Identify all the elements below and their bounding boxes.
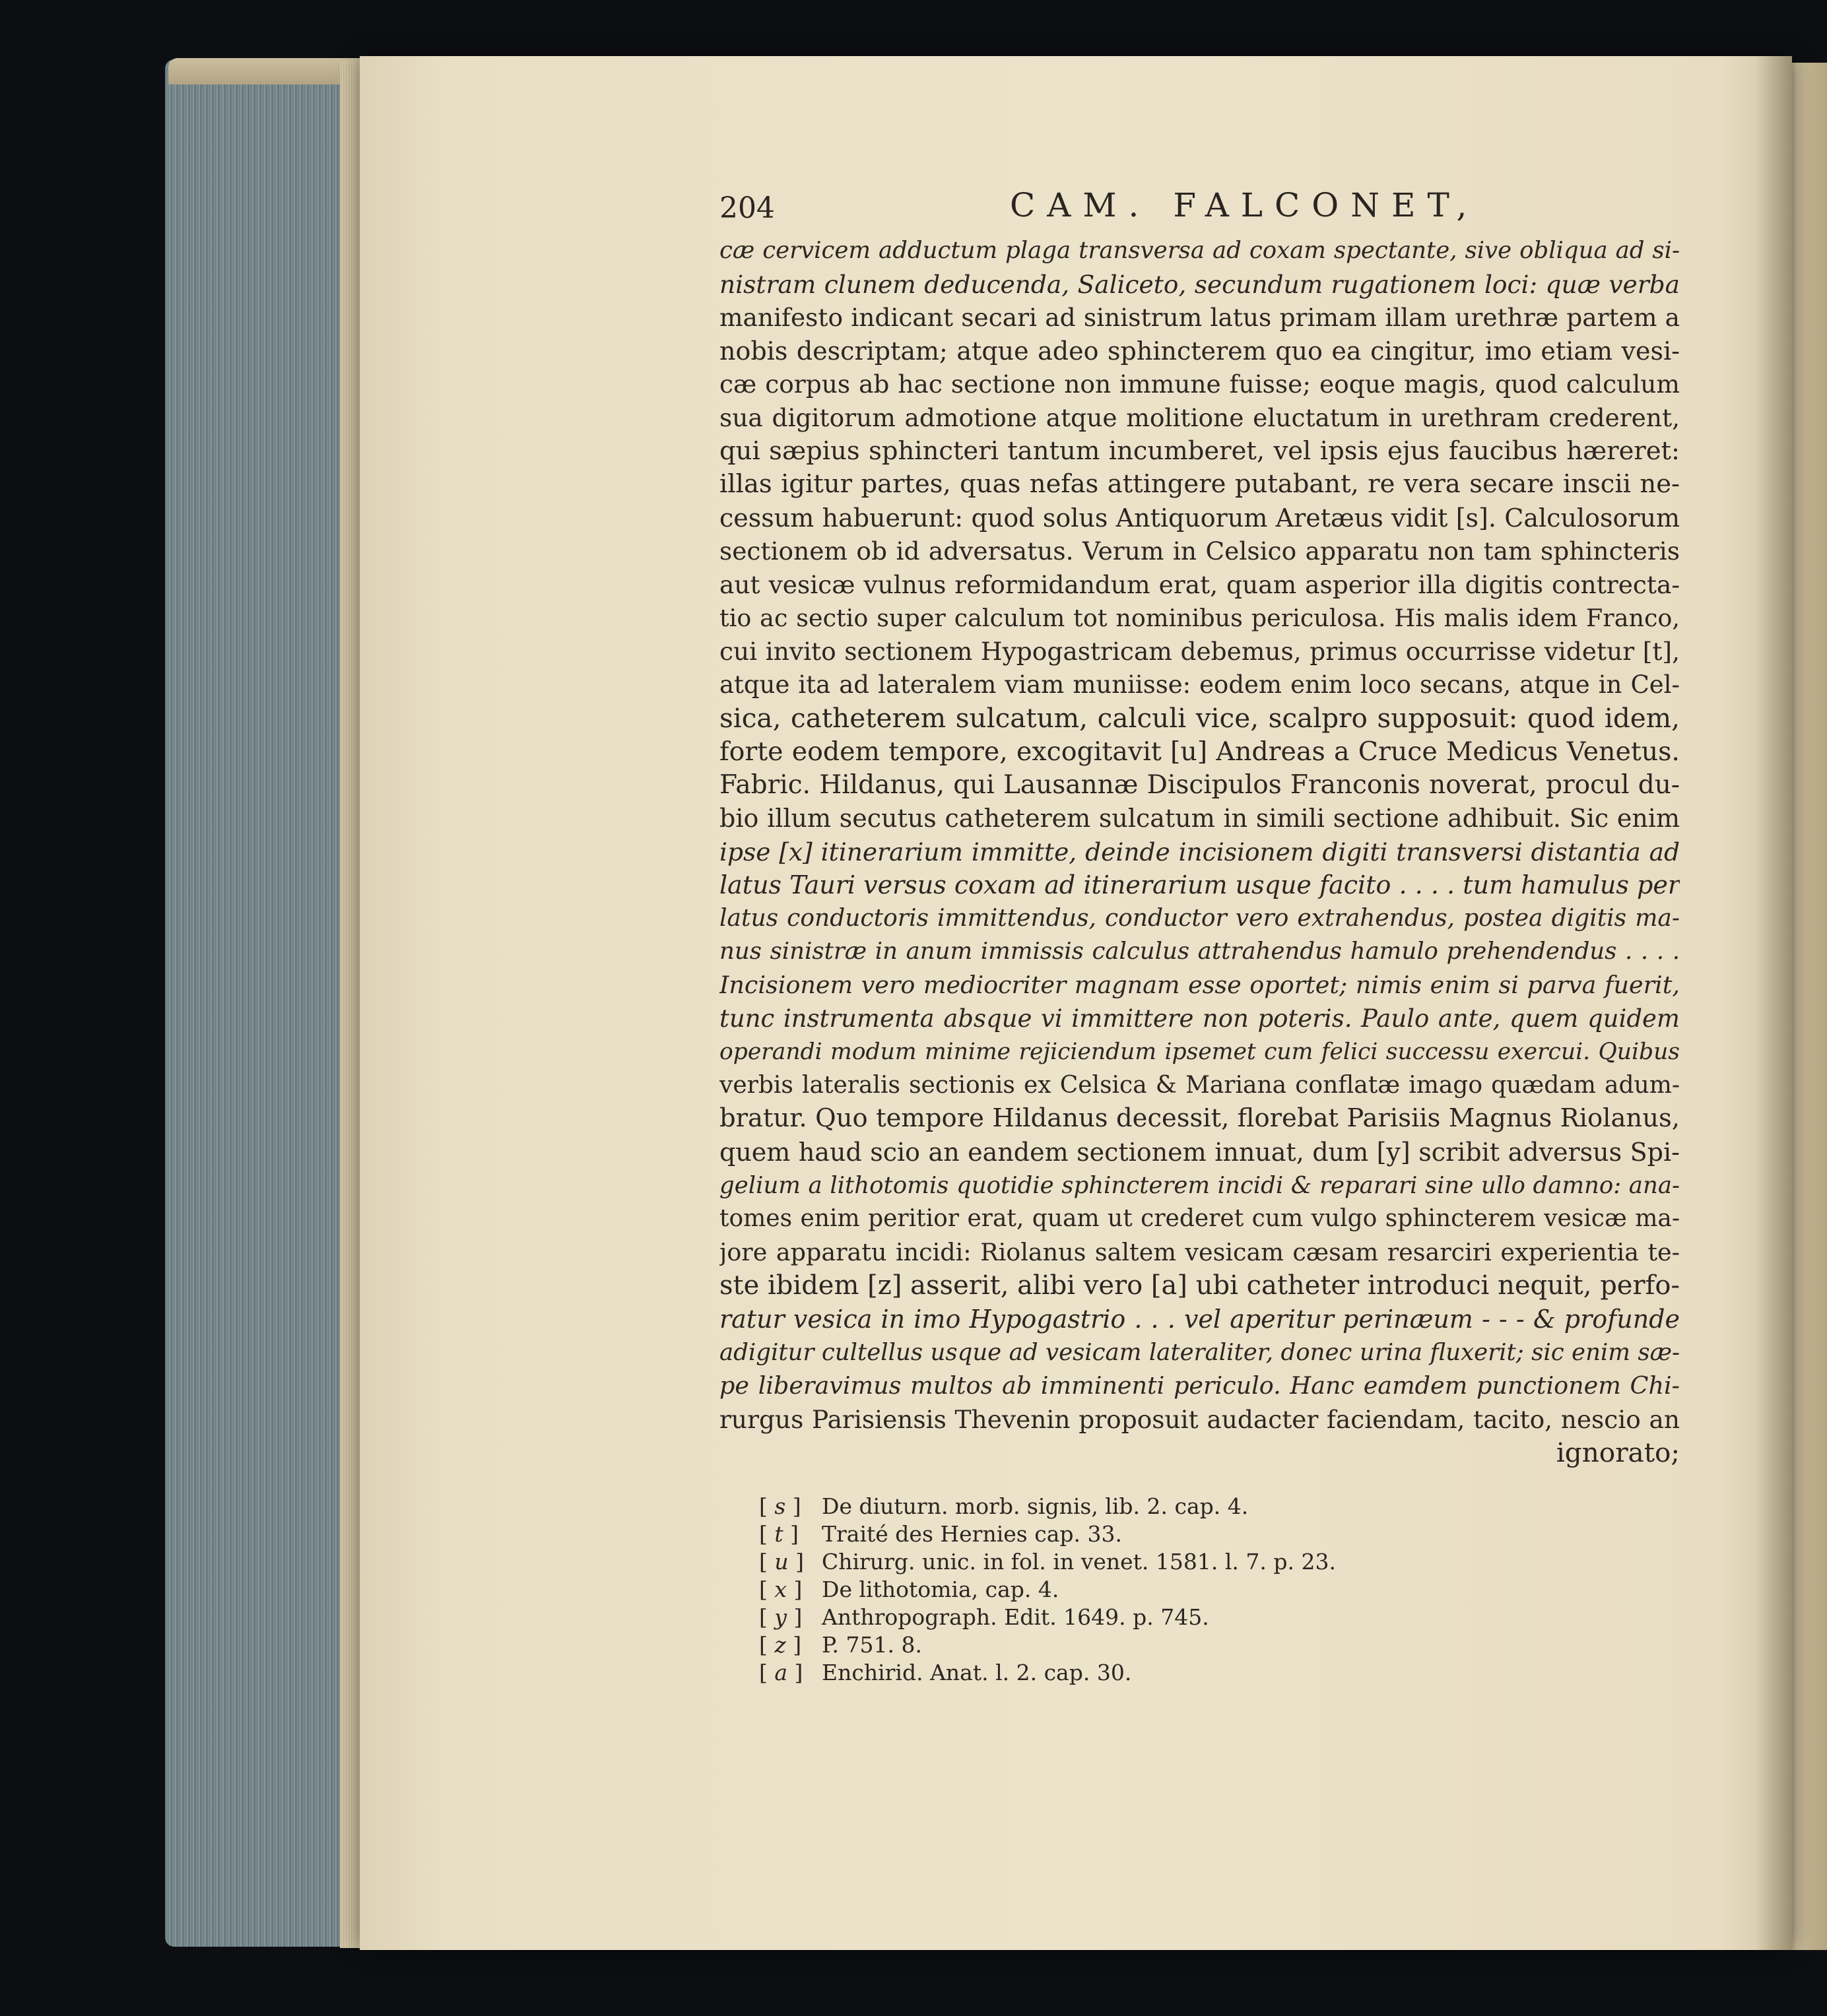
footnote-text: Anthropograph. Edit. 1649. p. 745. [822, 1604, 1209, 1630]
text-line: bratur. Quo tempore Hildanus decessit, florebat Parisiis Magnus Riolanus, [719, 1103, 1680, 1134]
footnote [759, 1520, 1551, 1548]
footnote-mark: [ a ] [759, 1660, 803, 1685]
text-line: Fabric. Hildanus, qui Lausannæ Discipulos Franconis noverat, procul du- [719, 769, 1680, 800]
footnote [759, 1659, 1551, 1687]
text-line: rurgus Parisiensis Thevenin proposuit audacter faciendam, tacito, nescio an [719, 1404, 1680, 1434]
book-block-edge [165, 59, 363, 1947]
text-line: cæ corpus ab hac sectione non immune fuisse; eoque magis, quod calculum [719, 370, 1680, 399]
gutter-shadow [1756, 56, 1792, 1950]
text-line: sectionem ob id adversatus. Verum in Celsico apparatu non tam sphincteris [719, 537, 1680, 566]
running-head: CAM. FALCONET, [1010, 186, 1479, 224]
text-line: Incisionem vero mediocriter magnam esse oportet; nimis enim si parva fuerit, [719, 971, 1680, 1000]
text-line: cæ cervicem adductum plaga transversa ad coxam spectante, sive obliqua ad si- [719, 237, 1680, 264]
catchword: ignorato; [1556, 1437, 1680, 1469]
text-line: aut vesicæ vulnus reformidandum erat, quam asperior illa digitis contrecta- [719, 569, 1680, 599]
text-line: tomes enim peritior erat, quam ut crederet cum vulgo sphincterem vesicæ ma- [719, 1205, 1680, 1233]
text-line: latus Tauri versus coxam ad itinerarium usque facito . . . . tum hamulus per [719, 870, 1680, 900]
text-line: tunc instrumenta absque vi immittere non poteris. Paulo ante, quem quidem [719, 1004, 1680, 1033]
footnote-text: De diuturn. morb. signis, lib. 2. cap. 4. [822, 1493, 1249, 1519]
footnote-text: De lithotomia, cap. 4. [822, 1577, 1059, 1602]
text-line: forte eodem tempore, excogitavit [u] Andreas a Cruce Medicus Venetus. [719, 736, 1680, 767]
text-line: bio illum secutus catheterem sulcatum in simili sectione adhibuit. Sic enim [719, 804, 1680, 833]
footnote-mark: [ x ] [759, 1577, 803, 1602]
text-line: sua digitorum admotione atque molitione eluctatum in urethram crederent, [719, 403, 1680, 432]
footnote [759, 1604, 1551, 1631]
text-line: ipse [x] itinerarium immitte, deinde incisionem digiti transversi distantia ad [719, 837, 1680, 866]
text-line: pe liberavimus multos ab imminenti periculo. Hanc eamdem punctionem Chi- [719, 1371, 1680, 1400]
text-line: latus conductoris immittendus, conductor vero extrahendus, postea digitis ma- [719, 904, 1680, 932]
text-line: nobis descriptam; atque adeo sphincterem quo ea cingitur, imo etiam vesi- [719, 336, 1680, 366]
footnote-mark: [ t ] [759, 1521, 799, 1547]
text-line: qui sæpius sphincteri tantum incumberet, vel ipsis ejus faucibus hæreret: [719, 436, 1680, 466]
text-line: adigitur cultellus usque ad vesicam lateraliter, donec urina fluxerit; sic enim sæ- [719, 1338, 1680, 1366]
footnote [759, 1631, 1551, 1659]
text-line: jore apparatu incidi: Riolanus saltem vesicam cæsam resarciri experientia te- [719, 1237, 1680, 1266]
footnote-text: Traité des Hernies cap. 33. [822, 1521, 1122, 1547]
text-line: ratur vesica in imo Hypogastrio . . . vel aperitur perinæum - - - & profunde [719, 1305, 1680, 1334]
text-line: quem haud scio an eandem sectionem innuat, dum [y] scribit adversus Spi- [719, 1138, 1680, 1167]
footnote-text: P. 751. 8. [822, 1632, 922, 1658]
footnote-mark: [ y ] [759, 1604, 803, 1630]
book-block-top [168, 58, 360, 84]
text-line: sica, catheterem sulcatum, calculi vice, scalpro supposuit: quod idem, [719, 702, 1680, 734]
footnote-text: Chirurg. unic. in fol. in venet. 1581. l. 7. p. 23. [822, 1549, 1336, 1575]
footnote-mark: [ u ] [759, 1549, 805, 1575]
text-line: tio ac sectio super calculum tot nominibus periculosa. His malis idem Franco, [719, 603, 1680, 632]
text-line: illas igitur partes, quas nefas attingere putabant, re vera secare inscii ne- [719, 469, 1680, 500]
text-line: ste ibidem [z] asserit, alibi vero [a] ubi catheter introduci nequit, perfo- [719, 1270, 1680, 1301]
footnote [759, 1493, 1551, 1520]
footnote-text: Enchirid. Anat. l. 2. cap. 30. [822, 1660, 1132, 1685]
page-number: 204 [719, 191, 775, 225]
text-line: cui invito sectionem Hypogastricam debemus, primus occurrisse videtur [t], [719, 637, 1680, 667]
text-line: atque ita ad lateralem viam muniisse: eodem enim loco secans, atque in Cel- [719, 670, 1680, 699]
text-line: cessum habuerunt: quod solus Antiquorum Aretæus vidit [s]. Calculosorum [719, 503, 1680, 533]
text-line: manifesto indicant secari ad sinistrum latus primam illam urethræ partem a [719, 303, 1680, 333]
footnote-mark: [ s ] [759, 1493, 801, 1519]
footnote [759, 1548, 1551, 1576]
body-text [719, 234, 1680, 1470]
footnote-mark: [ z ] [759, 1632, 802, 1658]
footnotes [759, 1493, 1551, 1687]
footnote [759, 1576, 1551, 1604]
text-line: nistram clunem deducenda, Saliceto, secundum rugationem loci: quæ verba [719, 269, 1680, 299]
text-line: verbis lateralis sectionis ex Celsica & Mariana conflatæ imago quædam adum- [719, 1071, 1680, 1099]
text-line: gelium a lithotomis quotidie sphincterem incidi & reparari sine ullo damno: ana- [719, 1171, 1680, 1199]
page-header [719, 186, 1683, 232]
text-line: operandi modum minime rejiciendum ipsemet cum felici successu exercui. Quibus [719, 1039, 1680, 1066]
text-line: nus sinistræ in anum immissis calculus attrahendus hamulo prehendendus . . . . [719, 938, 1680, 965]
